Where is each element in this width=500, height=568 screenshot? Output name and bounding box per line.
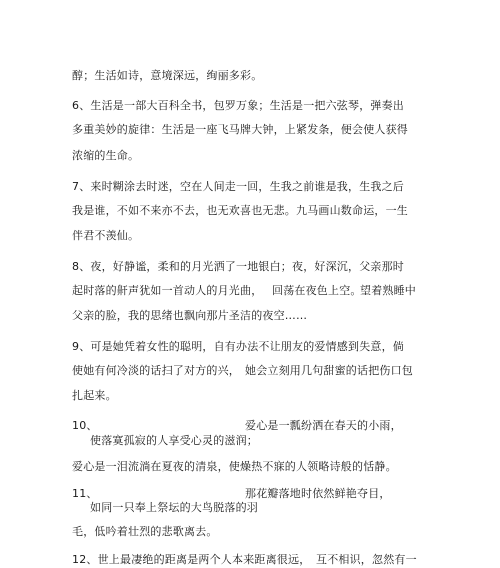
- text-line: 9、可是她凭着女性的聪明，自有办法不让朋友的爱情感到失意，倘: [72, 340, 404, 353]
- text-line: 起时落的鼾声犹如一首动人的月光曲，: [72, 284, 263, 297]
- text-line: 父亲的脸，我的思绪也飘向那片圣洁的夜空……: [72, 309, 308, 322]
- text-line: 浓缩的生命。: [72, 149, 140, 162]
- text-line: 8、夜，好静谧，柔和的月光洒了一地银白；夜，好深沉，父亲那时: [72, 260, 404, 273]
- text-line: 她会立刻用几句甜蜜的话把伤口包: [245, 364, 413, 377]
- text-line: 毛，低吟着壮烈的悲歌离去。: [72, 525, 218, 538]
- text-line: 12、世上最凄绝的距离是两个人本来距离很远，: [72, 553, 311, 566]
- text-line: 伴君不羡仙。: [72, 229, 140, 242]
- text-line: 11、: [72, 487, 98, 500]
- text-line: 多重美妙的旋律：生活是一座飞马牌大钟，上紧发条，便会使人获得: [72, 123, 408, 136]
- text-line: 7、来时糊涂去时迷，空在人间走一回，生我之前谁是我，生我之后: [72, 180, 404, 193]
- text-line: 爱心是一瓢纷洒在春天的小雨，: [245, 419, 402, 432]
- text-line: 爱心是一泪流淌在夏夜的清泉，使燥热不寐的人领略诗般的恬静。: [72, 460, 397, 473]
- text-line: 回荡在夜色上空。: [272, 284, 362, 297]
- text-line: 使落寞孤寂的人享受心灵的滋润；: [90, 434, 258, 447]
- text-line: 望着熟睡中: [360, 284, 416, 297]
- text-line: 使她有何冷淡的话扫了对方的兴，: [72, 364, 240, 377]
- text-line: 那花瓣落地时依然鲜艳夺目，: [245, 487, 391, 500]
- text-line: 互不相识，忽然有一: [316, 553, 417, 566]
- text-line: 醇；生活如诗，意境深远，绚丽多彩。: [72, 69, 263, 82]
- text-line: 6、生活是一部大百科全书，包罗万象；生活是一把六弦琴，弹奏出: [72, 99, 404, 112]
- text-line: 如同一只奉上祭坛的大鸟脱落的羽: [90, 501, 258, 514]
- text-line: 10、: [72, 419, 98, 432]
- text-line: 扎起来。: [72, 389, 117, 402]
- text-line: 我是谁，不如不来亦不去，也无欢喜也无悲。九马画山数命运，一生: [72, 204, 408, 217]
